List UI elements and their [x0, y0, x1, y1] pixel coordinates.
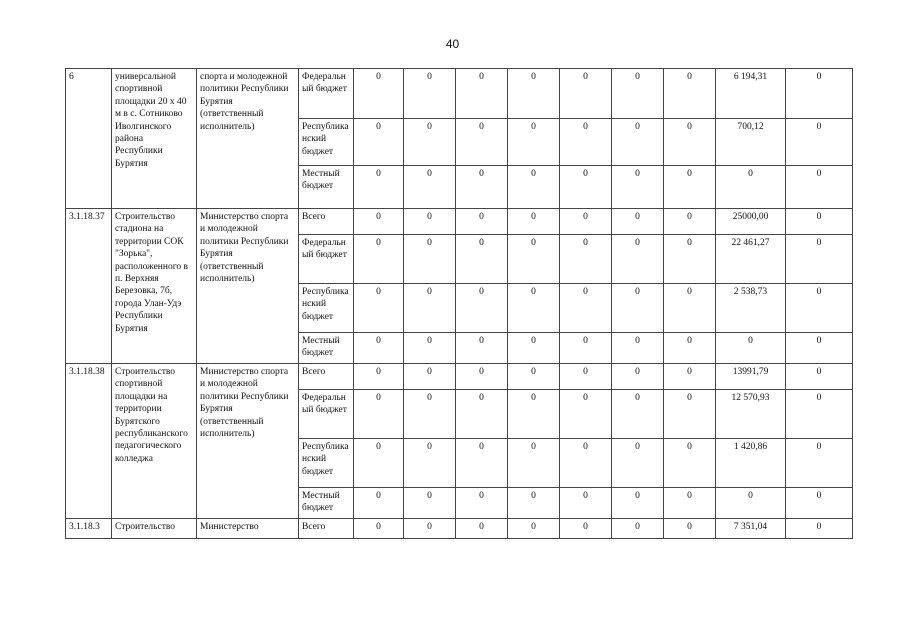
value-cell: 13991,79 — [716, 364, 786, 390]
value-cell: 0 — [508, 166, 560, 209]
value-cell: 0 — [456, 209, 508, 235]
value-cell: 0 — [612, 390, 664, 439]
value-cell: 0 — [664, 119, 716, 166]
value-cell: 0 — [354, 364, 404, 390]
item-executor: Министерство спорта и молодежной политики Республики Бурятия (ответственный исполнитель) — [197, 364, 299, 519]
value-cell: 0 — [354, 488, 404, 519]
item-code: 3.1.18.38 — [66, 364, 112, 519]
value-cell: 0 — [456, 333, 508, 364]
value-cell: 0 — [560, 119, 612, 166]
table-row — [66, 69, 853, 119]
value-cell: 0 — [404, 119, 456, 166]
funding-source: Республиканский бюджет — [299, 284, 354, 333]
value-cell: 0 — [560, 488, 612, 519]
value-cell: 0 — [560, 519, 612, 539]
item-code: 6 — [66, 69, 112, 209]
value-cell: 0 — [560, 439, 612, 488]
value-cell: 0 — [354, 69, 404, 119]
value-cell: 0 — [612, 69, 664, 119]
item-name: универсальной спортивной площадки 20 х 40 м в с. Сотниково Иволгинского района Республики Бурятия — [112, 69, 197, 209]
value-cell: 0 — [456, 166, 508, 209]
value-cell: 0 — [456, 284, 508, 333]
value-cell: 0 — [786, 390, 853, 439]
value-cell: 0 — [664, 488, 716, 519]
value-cell: 0 — [664, 166, 716, 209]
item-name: Строительство стадиона на территории СОК "Зорька", расположенного в п. Верхняя Березовка, 7б, города Улан-Удэ Республики Бурятия — [112, 209, 197, 364]
table-row — [66, 519, 853, 539]
value-cell: 0 — [664, 284, 716, 333]
value-cell: 0 — [664, 69, 716, 119]
value-cell: 0 — [508, 364, 560, 390]
value-cell: 0 — [404, 166, 456, 209]
value-cell: 0 — [456, 439, 508, 488]
value-cell: 12 570,93 — [716, 390, 786, 439]
value-cell: 0 — [612, 519, 664, 539]
funding-source: Федеральный бюджет — [299, 235, 354, 284]
value-cell: 0 — [664, 209, 716, 235]
item-name: Строительство спортивной площадки на территории Бурятского республиканского педагогического колледжа — [112, 364, 197, 519]
value-cell: 0 — [456, 390, 508, 439]
value-cell: 0 — [354, 284, 404, 333]
value-cell: 0 — [560, 166, 612, 209]
value-cell: 0 — [404, 209, 456, 235]
funding-source: Местный бюджет — [299, 333, 354, 364]
value-cell: 0 — [716, 488, 786, 519]
value-cell: 0 — [664, 390, 716, 439]
value-cell: 0 — [456, 119, 508, 166]
value-cell: 0 — [664, 364, 716, 390]
value-cell: 0 — [560, 390, 612, 439]
item-executor: Министерство спорта и молодежной политики Республики Бурятия (ответственный исполнитель) — [197, 209, 299, 364]
value-cell: 0 — [560, 284, 612, 333]
value-cell: 0 — [354, 166, 404, 209]
value-cell: 0 — [612, 166, 664, 209]
value-cell: 0 — [786, 166, 853, 209]
funding-source: Местный бюджет — [299, 488, 354, 519]
value-cell: 0 — [404, 519, 456, 539]
value-cell: 0 — [354, 390, 404, 439]
value-cell: 7 351,04 — [716, 519, 786, 539]
value-cell: 0 — [404, 235, 456, 284]
value-cell: 0 — [404, 439, 456, 488]
value-cell: 0 — [508, 209, 560, 235]
funding-source: Федеральный бюджет — [299, 69, 354, 119]
value-cell: 0 — [786, 284, 853, 333]
value-cell: 0 — [612, 235, 664, 284]
item-name: Строительство — [112, 519, 197, 539]
funding-source: Республиканский бюджет — [299, 119, 354, 166]
value-cell: 0 — [612, 439, 664, 488]
value-cell: 700,12 — [716, 119, 786, 166]
value-cell: 0 — [456, 364, 508, 390]
value-cell: 0 — [786, 333, 853, 364]
value-cell: 0 — [354, 519, 404, 539]
value-cell: 0 — [664, 333, 716, 364]
value-cell: 0 — [508, 519, 560, 539]
funding-source: Всего — [299, 209, 354, 235]
table-row — [66, 364, 853, 390]
value-cell: 1 420,86 — [716, 439, 786, 488]
value-cell: 0 — [456, 519, 508, 539]
value-cell: 0 — [404, 333, 456, 364]
value-cell: 0 — [786, 235, 853, 284]
value-cell: 0 — [786, 488, 853, 519]
value-cell: 0 — [664, 235, 716, 284]
value-cell: 0 — [508, 390, 560, 439]
value-cell: 0 — [404, 284, 456, 333]
item-code: 3.1.18.37 — [66, 209, 112, 364]
item-executor: спорта и молодежной политики Республики Бурятия (ответственный исполнитель) — [197, 69, 299, 209]
value-cell: 0 — [508, 69, 560, 119]
value-cell: 0 — [508, 488, 560, 519]
value-cell: 0 — [786, 119, 853, 166]
value-cell: 0 — [612, 119, 664, 166]
value-cell: 0 — [786, 364, 853, 390]
value-cell: 0 — [612, 364, 664, 390]
value-cell: 0 — [508, 439, 560, 488]
value-cell: 25000,00 — [716, 209, 786, 235]
value-cell: 0 — [560, 235, 612, 284]
value-cell: 0 — [508, 333, 560, 364]
value-cell: 6 194,31 — [716, 69, 786, 119]
value-cell: 0 — [508, 284, 560, 333]
value-cell: 22 461,27 — [716, 235, 786, 284]
value-cell: 0 — [612, 209, 664, 235]
value-cell: 0 — [354, 119, 404, 166]
budget-table — [65, 68, 853, 539]
value-cell: 0 — [354, 439, 404, 488]
funding-source: Всего — [299, 364, 354, 390]
funding-source: Всего — [299, 519, 354, 539]
value-cell: 0 — [664, 439, 716, 488]
value-cell: 0 — [786, 439, 853, 488]
value-cell: 0 — [560, 69, 612, 119]
value-cell: 0 — [508, 119, 560, 166]
value-cell: 0 — [354, 235, 404, 284]
value-cell: 0 — [612, 488, 664, 519]
value-cell: 0 — [560, 333, 612, 364]
funding-source: Федеральный бюджет — [299, 390, 354, 439]
page-number: 40 — [445, 37, 460, 51]
value-cell: 0 — [354, 333, 404, 364]
value-cell: 0 — [508, 235, 560, 284]
value-cell: 0 — [716, 166, 786, 209]
value-cell: 0 — [612, 333, 664, 364]
value-cell: 0 — [456, 488, 508, 519]
value-cell: 0 — [786, 69, 853, 119]
value-cell: 2 538,73 — [716, 284, 786, 333]
funding-source: Республиканский бюджет — [299, 439, 354, 488]
value-cell: 0 — [404, 69, 456, 119]
value-cell: 0 — [404, 364, 456, 390]
value-cell: 0 — [404, 488, 456, 519]
value-cell: 0 — [354, 209, 404, 235]
value-cell: 0 — [560, 364, 612, 390]
table-row — [66, 209, 853, 235]
value-cell: 0 — [456, 235, 508, 284]
value-cell: 0 — [786, 209, 853, 235]
value-cell: 0 — [560, 209, 612, 235]
value-cell: 0 — [786, 519, 853, 539]
value-cell: 0 — [612, 284, 664, 333]
value-cell: 0 — [716, 333, 786, 364]
item-executor: Министерство — [197, 519, 299, 539]
value-cell: 0 — [404, 390, 456, 439]
value-cell: 0 — [456, 69, 508, 119]
item-code: 3.1.18.3 — [66, 519, 112, 539]
table-body — [66, 69, 853, 539]
funding-source: Местный бюджет — [299, 166, 354, 209]
value-cell: 0 — [664, 519, 716, 539]
